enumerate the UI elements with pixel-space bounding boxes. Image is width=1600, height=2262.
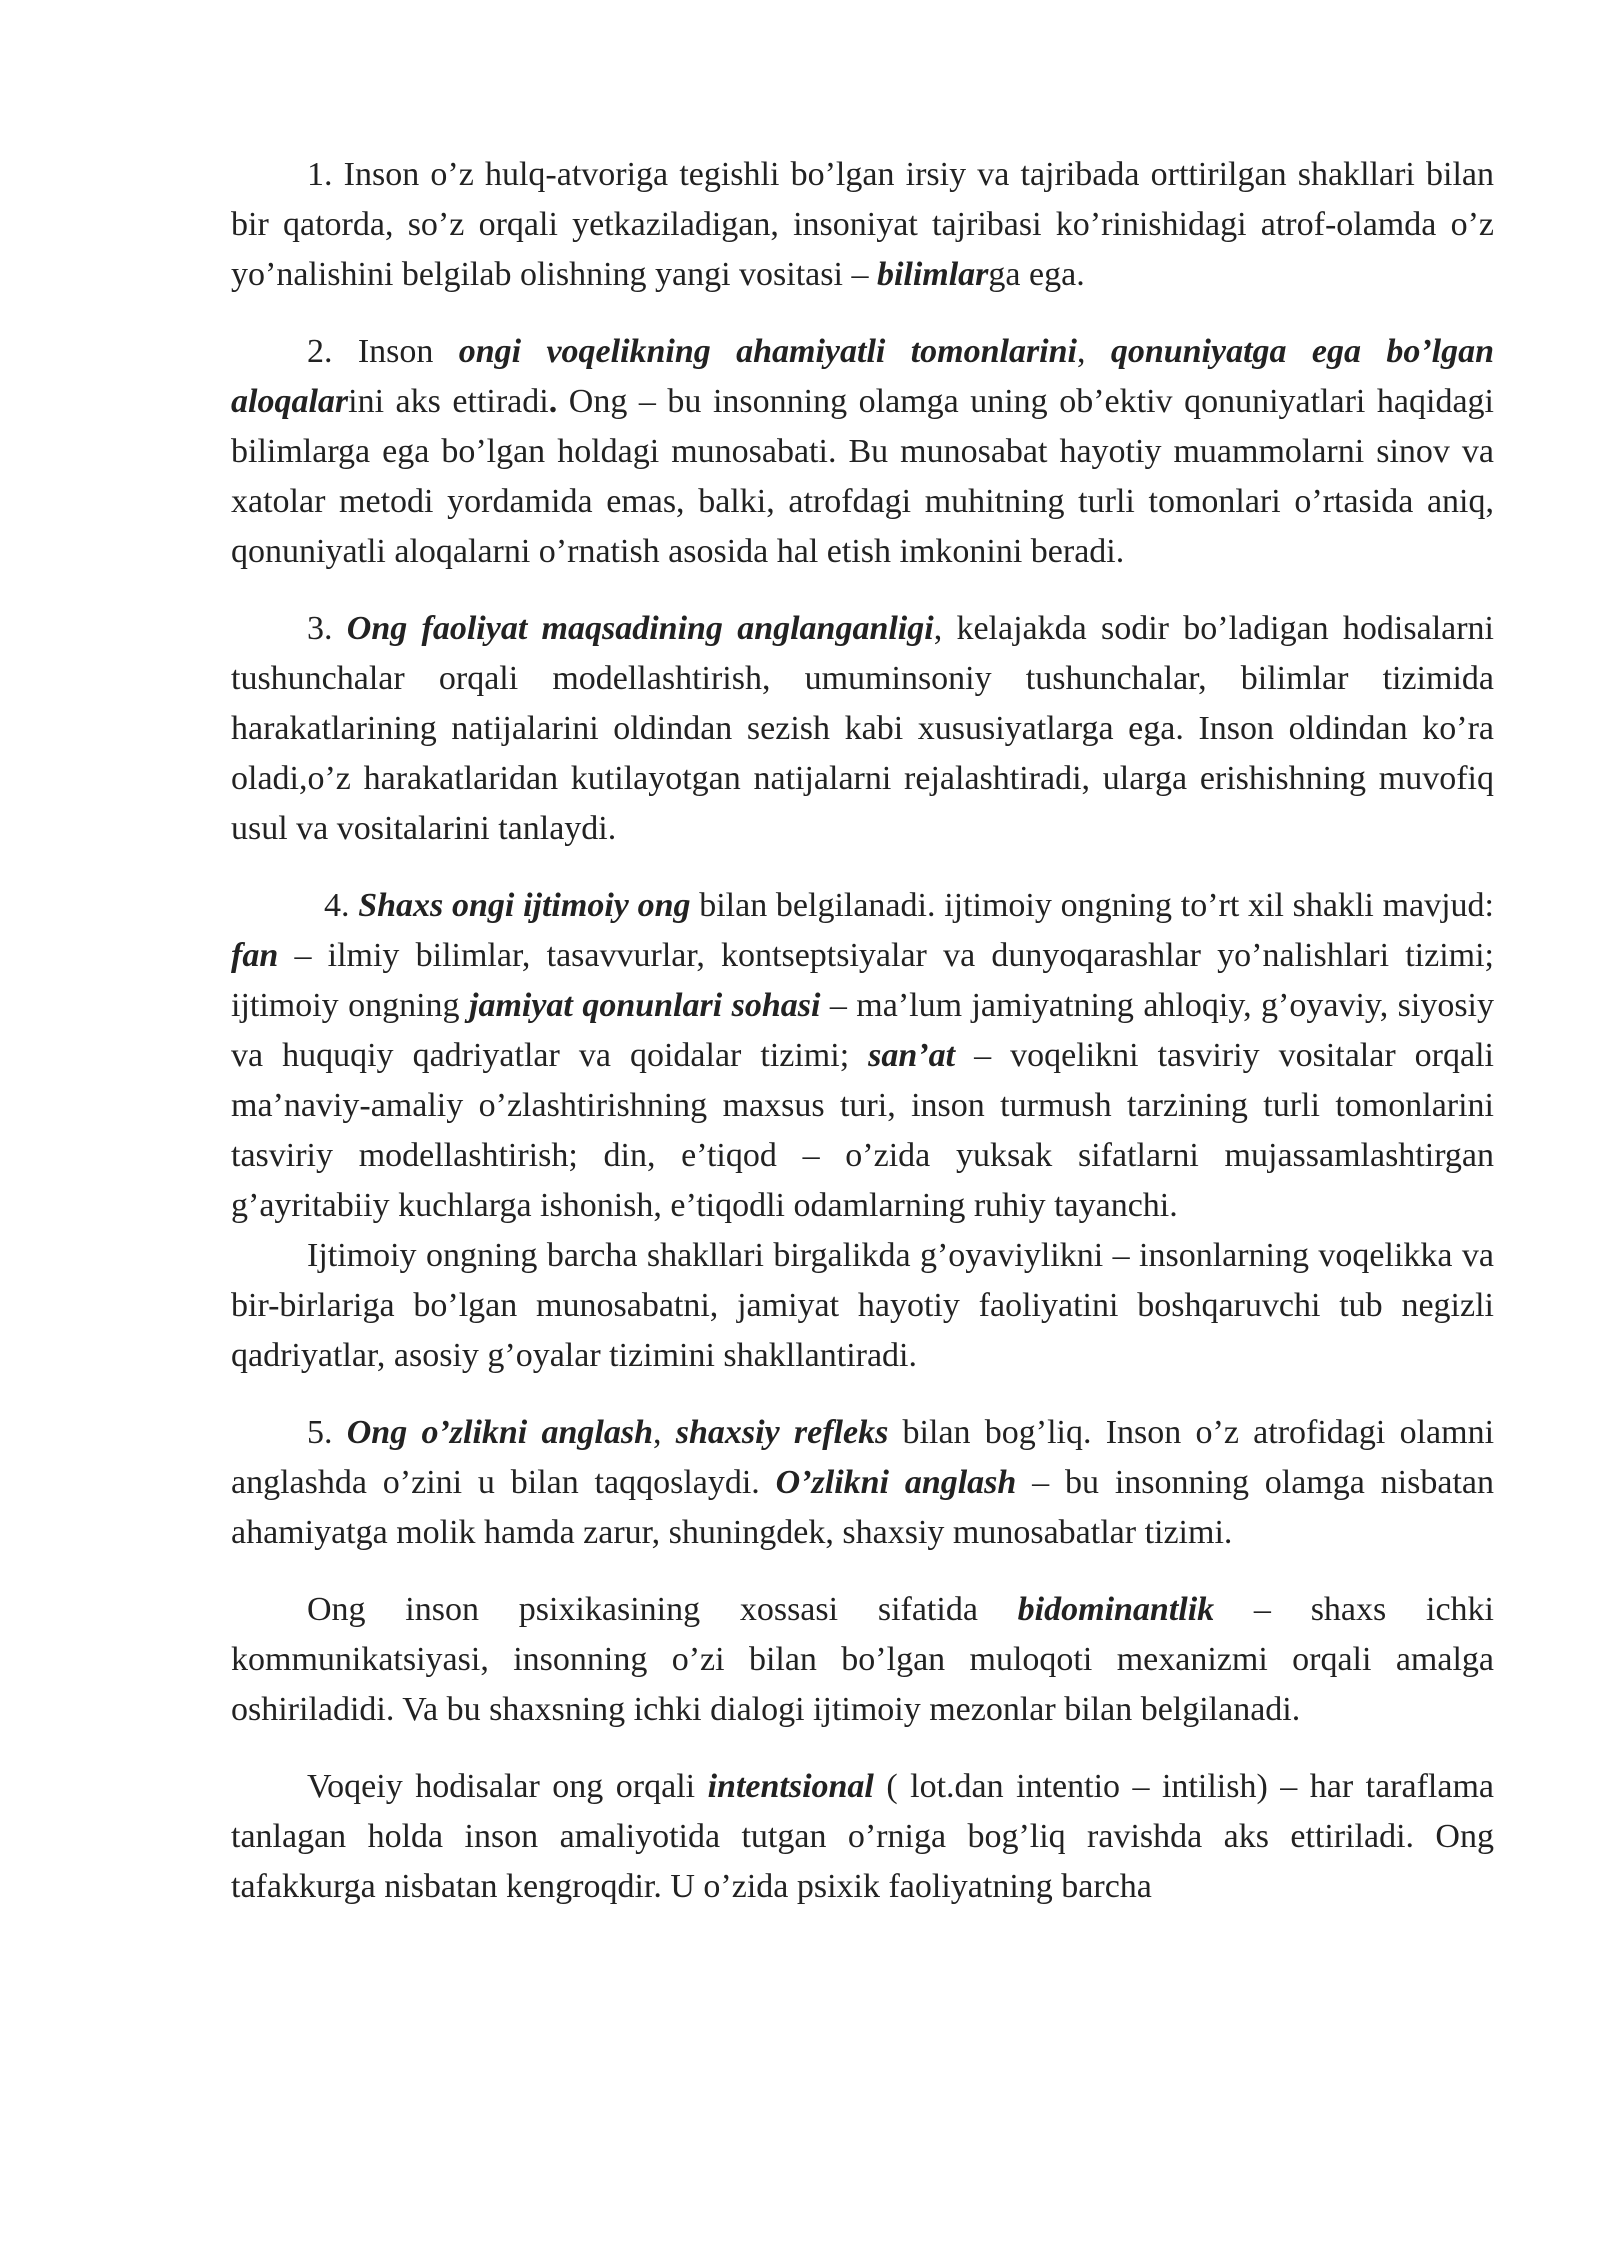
emphasis-term: fan [231, 937, 279, 974]
text-run: – ma’lum jamiyatning ahloqiy, g’oyaviy, siyosiy va huquqiy qadriyatlar va qoidalar tizimi; [231, 987, 1494, 1074]
text-run: ga ega. [988, 256, 1085, 293]
paragraph-1 [231, 150, 1494, 300]
text-run: 2. Inson [307, 333, 459, 370]
text-run: Ong – bu insonning olamga uning ob’ektiv qonuniyatlari haqidagi bilimlarga ega bo’lgan holdagi munosabati. Bu munosabat hayotiy muammolarni sinov va xatolar metodi yordamida emas, balki, atrofdagi muhitning turli tomonlari o’rtasida aniq, qonuniyatli aloqalarni o’rnatish asosida hal etish imkonini beradi. [231, 383, 1494, 570]
emphasis-term: san’at [868, 1037, 956, 1074]
paragraph-5 [231, 1408, 1494, 1558]
text-run: , [653, 1414, 676, 1451]
text-run: bilan belgilanadi. ijtimoiy ongning to’rt xil shakli mavjud: [690, 887, 1494, 924]
text-run: Ijtimoiy ongning barcha shakllari birgalikda g’oyaviylikni – insonlarning voqelikka va bir-birlariga bo’lgan munosabatni, jamiyat hayotiy faoliyatini boshqaruvchi tub negizli qadriyatlar, asosiy g’oyalar tizimini shakllantiradi. [231, 1237, 1494, 1374]
text-run: ini aks ettiradi [348, 383, 549, 420]
emphasis-term: Ong faoliyat maqsadining anglanganligi [346, 610, 934, 647]
text-run: – bu insonning olamga nisbatan ahamiyatga molik hamda zarur, shuningdek, shaxsiy munosabatlar tizimi. [231, 1464, 1494, 1551]
text-run: 5. [307, 1414, 347, 1451]
emphasis-term: bilimlar [876, 256, 989, 293]
emphasis-term: O’zlikni anglash [775, 1464, 1017, 1501]
text-run: bilan bog’liq. Inson o’z atrofidagi olamni anglashda o’zini u bilan taqqoslaydi. [231, 1414, 1495, 1501]
emphasis-term: qonuniyatga ega bo’lgan aloqalar [231, 333, 1494, 420]
paragraph-4 [231, 881, 1494, 1231]
paragraph-intentsional [231, 1762, 1494, 1912]
emphasis-term: Ong o’zlikni anglash [346, 1414, 653, 1451]
text-run: – voqelikni tasviriy vositalar orqali ma’naviy-amaliy o’zlashtirishning maxsus turi, inson turmush tarzining turli tomonlarini tasviriy modellashtirish; din, e’tiqod – o’zida yuksak sifatlarni mujassamlashtirgan g’ayritabiiy kuchlarga ishonish, e’tiqodli odamlarning ruhiy tayanchi. [231, 1037, 1494, 1224]
text-run: , [1076, 333, 1111, 370]
text-run: ( lot.dan intentio – intilish) – har taraflama tanlagan holda inson amaliyotida tutgan o’rniga bog’liq ravishda aks ettiriladi. Ong tafakkurga nisbatan kengroqdir. U o’zida psixik faoliyatning barcha [231, 1768, 1494, 1905]
text-run: – ilmiy bilimlar, tasavvurlar, kontseptsiyalar va dunyoqarashlar yo’nalishlari tizimi; ijtimoiy ongning [231, 937, 1494, 1024]
text-run: – shaxs ichki kommunikatsiyasi, insonning o’zi bilan bo’lgan muloqoti mexanizmi orqali amalga oshiriladidi. Va bu shaxsning ichki dialogi ijtimoiy mezonlar bilan belgilanadi. [231, 1591, 1494, 1728]
text-run: 3. [307, 610, 347, 647]
bold-period: . [548, 383, 558, 420]
emphasis-term: jamiyat qonunlari sohasi [469, 987, 821, 1024]
text-run: Ong inson psixikasining xossasi sifatida [307, 1591, 1018, 1628]
text-run: , kelajakda sodir bo’ladigan hodisalarni tushunchalar orqali modellashtirish, umuminsoniy tushunchalar, bilimlar tizimida harakatlarining natijalarini oldindan sezish kabi xususiyatlarga ega. Inson oldindan ko’ra oladi,o’z harakatlaridan kutilayotgan natijalarni rejalashtiradi, ularga erishishning muvofiq usul va vositalarini tanlaydi. [231, 610, 1494, 847]
emphasis-term: bidominantlik [1017, 1591, 1215, 1628]
emphasis-term: shaxsiy refleks [675, 1414, 889, 1451]
document-page [231, 150, 1494, 1912]
paragraph-4-continued [231, 1231, 1494, 1381]
emphasis-term: Shaxs ongi ijtimoiy ong [358, 887, 691, 924]
paragraph-3 [231, 604, 1494, 854]
text-run: Voqeiy hodisalar ong orqali [307, 1768, 708, 1805]
emphasis-term: ongi voqelikning ahamiyatli tomonlarini [458, 333, 1077, 370]
paragraph-bidominantlik [231, 1585, 1494, 1735]
text-run: 1. Inson o’z hulq-atvoriga tegishli bo’lgan irsiy va tajribada orttirilgan shakllari bilan bir qatorda, so’z orqali yetkaziladigan, insoniyat tajribasi ko’rinishidagi atrof-olamda o’z yo’nalishini belgilab olishning yangi vositasi – [231, 156, 1494, 293]
emphasis-term: intentsional [707, 1768, 874, 1805]
text-run: 4. [324, 887, 359, 924]
paragraph-2 [231, 327, 1494, 577]
